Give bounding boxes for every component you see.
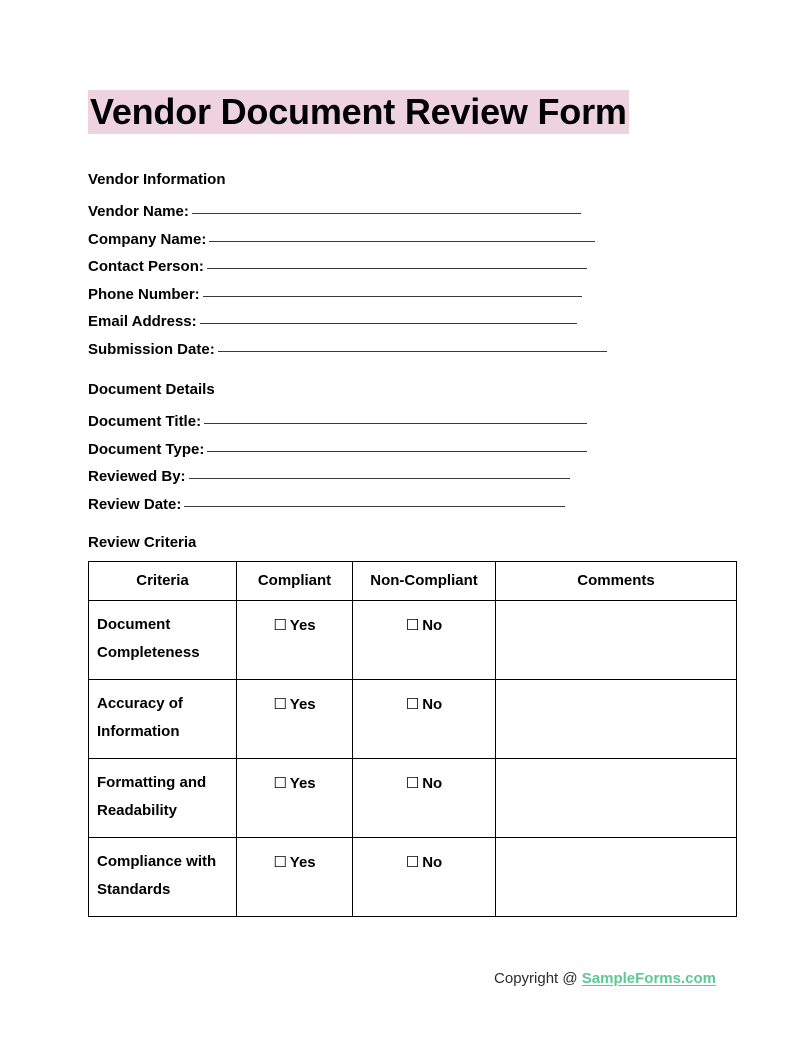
field-document-type	[88, 436, 748, 464]
field-input-line[interactable]	[209, 229, 595, 242]
field-label: Company Name:	[88, 230, 207, 248]
cell-compliant-checkbox[interactable]	[237, 838, 353, 917]
column-header-criteria: Criteria	[89, 562, 237, 601]
column-header-compliant: Compliant	[237, 562, 353, 601]
column-header-non-compliant: Non-Compliant	[353, 562, 496, 601]
checkbox-icon[interactable]: ☐	[405, 853, 420, 871]
cell-comments[interactable]	[496, 838, 737, 917]
field-input-line[interactable]	[184, 494, 565, 507]
field-label: Vendor Name:	[88, 203, 189, 220]
vendor-information-heading: Vendor Information	[88, 171, 226, 188]
review-criteria-heading: Review Criteria	[88, 534, 197, 551]
document-details-section	[88, 380, 748, 518]
checkbox-label: No	[422, 775, 443, 792]
copyright-text: Copyright @	[494, 970, 578, 987]
field-vendor-name	[88, 198, 748, 226]
cell-criteria: Accuracy of Information	[89, 680, 237, 759]
page-title: Vendor Document Review Form	[90, 91, 627, 132]
field-submission-date	[88, 336, 748, 364]
sampleforms-link[interactable]: SampleForms.com	[581, 970, 716, 987]
field-label: Document Title:	[88, 413, 202, 430]
cell-compliant-checkbox[interactable]	[237, 759, 353, 838]
cell-compliant-checkbox[interactable]	[237, 601, 353, 680]
footer	[0, 968, 716, 990]
checkbox-label: Yes	[289, 775, 316, 792]
checkbox-icon[interactable]: ☐	[273, 774, 287, 792]
field-input-line[interactable]	[189, 466, 570, 479]
field-input-line[interactable]	[200, 311, 577, 324]
cell-comments[interactable]	[496, 601, 737, 680]
field-phone-number	[88, 281, 748, 309]
table-header	[89, 562, 737, 601]
table-header-row	[89, 562, 737, 601]
table-row	[89, 838, 737, 917]
field-input-line[interactable]	[203, 284, 582, 297]
field-input-line[interactable]	[204, 411, 587, 424]
cell-comments[interactable]	[496, 680, 737, 759]
field-review-date	[88, 491, 748, 519]
checkbox-icon[interactable]: ☐	[273, 853, 287, 871]
checkbox-label: Yes	[289, 854, 316, 871]
checkbox-icon[interactable]: ☐	[405, 616, 420, 634]
cell-non-compliant-checkbox[interactable]	[353, 838, 496, 917]
checkbox-label: Yes	[289, 617, 316, 634]
column-header-comments: Comments	[496, 562, 737, 601]
table-row	[89, 680, 737, 759]
field-label: Contact Person:	[88, 258, 204, 275]
field-input-line[interactable]	[207, 439, 587, 452]
table-row	[89, 601, 737, 680]
cell-criteria: Compliance with Standards	[89, 838, 237, 917]
field-label: Reviewed By:	[88, 468, 186, 485]
page-title-container	[88, 88, 716, 136]
review-criteria-table	[88, 561, 737, 917]
cell-criteria: Document Completeness	[89, 601, 237, 680]
checkbox-icon[interactable]: ☐	[273, 616, 287, 634]
field-label: Document Type:	[88, 440, 205, 458]
field-input-line[interactable]	[192, 201, 581, 214]
checkbox-icon[interactable]: ☐	[273, 695, 287, 713]
checkbox-label: No	[422, 696, 443, 713]
checkbox-label: Yes	[289, 696, 316, 713]
field-document-title	[88, 408, 748, 436]
review-criteria-section	[88, 533, 748, 917]
document-details-heading: Document Details	[88, 381, 215, 398]
field-contact-person	[88, 253, 748, 281]
checkbox-icon[interactable]: ☐	[405, 695, 420, 713]
field-email-address	[88, 308, 748, 336]
cell-compliant-checkbox[interactable]	[237, 680, 353, 759]
field-reviewed-by	[88, 463, 748, 491]
checkbox-label: No	[422, 617, 443, 634]
field-label: Phone Number:	[88, 285, 200, 303]
checkbox-icon[interactable]: ☐	[405, 774, 420, 792]
field-label: Review Date:	[88, 495, 182, 513]
field-label: Submission Date:	[88, 340, 215, 358]
field-company-name	[88, 226, 748, 254]
cell-comments[interactable]	[496, 759, 737, 838]
field-label: Email Address:	[88, 313, 197, 330]
vendor-information-section	[88, 170, 748, 363]
field-input-line[interactable]	[218, 339, 607, 352]
table-row	[89, 759, 737, 838]
cell-non-compliant-checkbox[interactable]	[353, 601, 496, 680]
field-input-line[interactable]	[207, 256, 587, 269]
checkbox-label: No	[422, 854, 443, 871]
cell-non-compliant-checkbox[interactable]	[353, 759, 496, 838]
table-body	[89, 601, 737, 917]
cell-criteria: Formatting and Readability	[89, 759, 237, 838]
cell-non-compliant-checkbox[interactable]	[353, 680, 496, 759]
